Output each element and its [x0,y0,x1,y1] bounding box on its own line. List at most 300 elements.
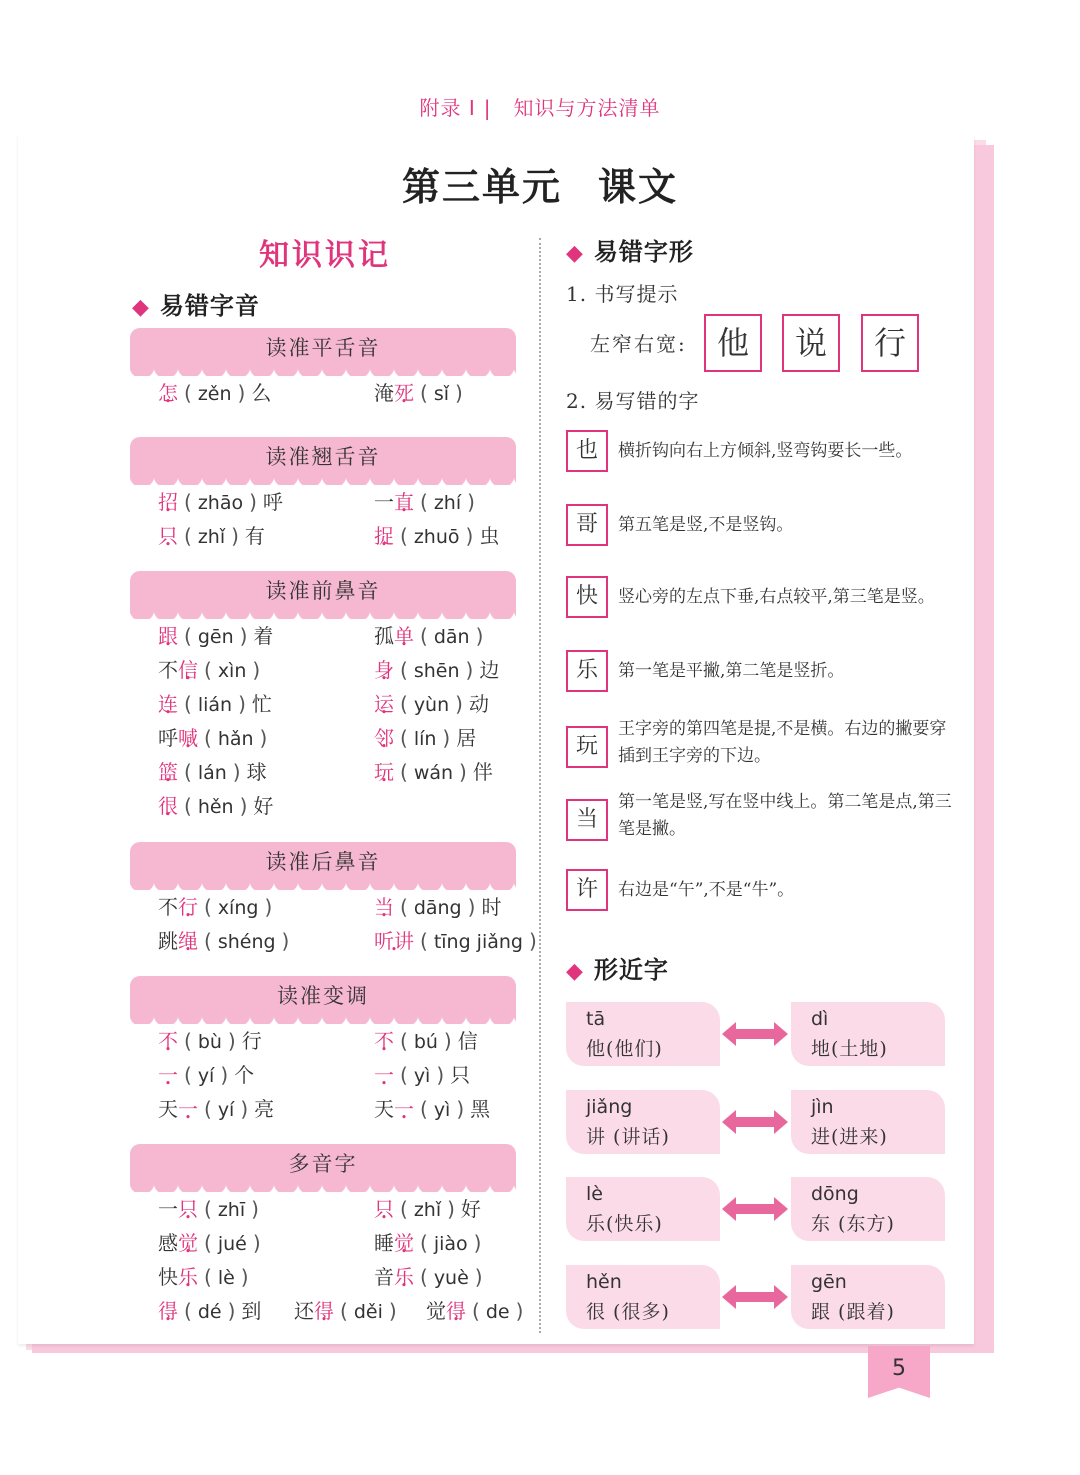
entry-suffix: 边 [479,658,500,682]
pinyin-entry [374,1024,478,1059]
card-word: 进(进来) [811,1126,888,1148]
pronunciation-row [158,1260,538,1294]
entry-target-char: 得 [446,1299,466,1323]
unit-title-part2: 课文 [598,164,679,209]
error-chars-subtitle: 2. 易写错的字 [566,389,700,413]
pronunciation-row [158,1092,538,1126]
card-pinyin: tā [586,1008,606,1030]
entry-pinyin: děi [353,1301,383,1323]
entry-target-char: 只 [158,524,178,548]
entry-suffix: 伴 [472,760,493,784]
entry-target-char: 怎 [158,381,178,405]
section-glyph [566,232,694,267]
entry-target-char: 一 [178,1097,198,1121]
open-paren: ( [184,692,192,716]
similar-pair [566,1002,956,1066]
pronunciation-list [158,619,538,823]
pinyin-entry [158,376,271,411]
open-paren: ( [400,1063,408,1087]
double-arrow-icon [722,1110,788,1134]
open-paren: ( [420,929,428,953]
section-similar [566,950,669,985]
entry-pinyin: yì [433,1099,451,1121]
pinyin-entry [158,1058,254,1093]
pronunciation-row [158,924,538,958]
entry-suffix: 动 [468,692,489,716]
close-paren: ) [237,381,246,405]
tip-char-box: 他 [704,314,762,372]
error-char-note: 竖心旁的左点下垂,右点较平,第三笔是竖。 [618,587,935,607]
pinyin-entry [158,485,283,520]
pinyin-entry [158,755,267,790]
open-paren: ( [204,1197,212,1221]
similar-card-right [791,1090,945,1154]
entry-target-char: 乐 [394,1265,414,1289]
open-paren: ( [184,1299,192,1323]
entry-target-char: 不 [374,1029,394,1053]
entry-target-char: 篮 [158,760,178,784]
pronunciation-list [158,376,538,410]
pinyin-entry [374,619,489,654]
section-pronunciation [132,286,260,321]
entry-prefix: 呼 [158,726,178,750]
open-paren: ( [184,381,192,405]
card-pinyin: jiǎng [586,1096,633,1118]
entry-pinyin: gēn [197,626,234,648]
pronunciation-row [158,485,538,519]
entry-target-char: 绳 [178,929,198,953]
entry-target-char: 一 [374,1063,394,1087]
card-word: 跟 (跟着) [811,1301,895,1323]
pinyin-entry [374,924,543,959]
diamond-icon: ◆ [132,294,150,320]
card-word: 讲 (讲话) [586,1126,670,1148]
error-char-box: 快 [566,576,608,618]
entry-pinyin: lán [197,762,227,784]
close-paren: ) [455,692,463,716]
entry-prefix: 睡 [374,1231,394,1255]
close-paren: ) [436,1063,445,1087]
card-word: 乐(快乐) [586,1213,663,1235]
entry-pinyin: xìn [217,660,247,682]
pinyin-entry [158,721,273,756]
error-char-box: 许 [566,869,608,911]
pinyin-entry [158,1294,261,1329]
pinyin-entry [158,1092,274,1127]
entry-suffix: 信 [457,1029,478,1053]
similar-card-left [566,1265,720,1329]
entry-suffix: 着 [253,624,274,648]
similar-pair [566,1177,956,1241]
open-paren: ( [184,490,192,514]
open-paren: ( [420,1265,428,1289]
entry-prefix: 跳 [158,929,178,953]
entry-prefix: 天 [158,1097,178,1121]
close-paren: ) [447,1197,455,1221]
similar-card-right [791,1002,945,1066]
error-char-note: 第一笔是竖,写在竖中线上。第二笔是点,第三笔是撇。 [618,792,952,839]
pronunciation-row [158,1294,538,1328]
open-paren: ( [420,381,428,405]
close-paren: ) [240,1265,249,1289]
entry-pinyin: yí [197,1065,215,1087]
close-paren: ) [465,658,474,682]
close-paren: ) [259,726,268,750]
entry-target-char: 运 [374,692,394,716]
open-paren: ( [400,1029,408,1053]
entry-pinyin: zhǐ [413,1199,442,1221]
entry-suffix: 亮 [254,1097,275,1121]
pronunciation-row [158,687,538,721]
pronunciation-row [158,721,538,755]
open-paren: ( [400,760,408,784]
entry-pinyin: tīng jiǎng [433,931,523,953]
pinyin-entry [374,1058,470,1093]
open-paren: ( [204,658,212,682]
close-paren: ) [264,895,273,919]
card-word: 东 (东方) [811,1213,895,1235]
pronunciation-row [158,755,538,789]
close-paren: ) [475,624,484,648]
pinyin-entry [158,1260,255,1295]
open-paren: ( [400,524,408,548]
pinyin-entry [158,653,266,688]
pinyin-entry [374,653,499,688]
open-paren: ( [204,1231,212,1255]
pinyin-entry [158,890,278,925]
open-paren: ( [400,1197,408,1221]
entry-target-char: 死 [394,381,414,405]
similar-card-left [566,1090,720,1154]
open-paren: ( [420,490,428,514]
entry-target-char: 单 [394,624,414,648]
entry-prefix: 音 [374,1265,394,1289]
pronunciation-row [158,789,538,823]
pinyin-entry [374,1226,487,1261]
entry-target-char: 只 [374,1197,394,1221]
entry-pinyin: lián [197,694,233,716]
entry-target-char: 不 [158,1029,178,1053]
entry-suffix: 呼 [262,490,283,514]
entry-target-char: 捉 [374,524,394,548]
error-char-note: 右边是“午”,不是“牛”。 [618,880,795,900]
diamond-icon: ◆ [566,240,584,266]
unit-title-part1: 第三单元 [401,164,562,209]
entry-suffix: 好 [460,1197,481,1221]
similar-pair [566,1090,956,1154]
pronunciation-row [158,1226,538,1260]
similar-card-left [566,1002,720,1066]
entry-suffix: 居 [456,726,477,750]
pinyin-entry [158,924,295,959]
entry-suffix: 忙 [251,692,272,716]
pinyin-entry [158,789,273,824]
writing-tips-subtitle: 1. 书写提示 [566,282,679,306]
close-paren: ) [252,1231,261,1255]
entry-target-char: 一 [394,1097,414,1121]
close-paren: ) [232,760,241,784]
entry-pinyin: zhī [217,1199,246,1221]
entry-target-char: 只 [178,1197,198,1221]
entry-target-char: 招 [158,490,178,514]
entry-pinyin: bú [413,1031,438,1053]
pronunciation-banner: 读准变调 [130,976,516,1016]
entry-target-char: 一 [158,1063,178,1087]
close-paren: ) [231,524,239,548]
pinyin-entry [426,1294,529,1329]
open-paren: ( [184,524,192,548]
error-char-note: 第一笔是平撇,第二笔是竖折。 [618,661,845,681]
pronunciation-banner: 读准前鼻音 [130,571,516,611]
entry-target-char: 当 [374,895,394,919]
pinyin-entry [158,1192,265,1227]
diamond-icon: ◆ [566,958,584,984]
error-char-box: 也 [566,430,608,472]
entry-pinyin: zhuō [413,526,460,548]
similar-card-right [791,1177,945,1241]
pronunciation-row [158,653,538,687]
entry-target-char: 觉 [394,1231,414,1255]
header-title: 知识与方法清单 [513,96,661,120]
error-char-box: 当 [566,799,608,841]
close-paren: ) [239,794,248,818]
card-pinyin: dì [811,1008,829,1030]
entry-pinyin: hǎn [217,728,254,750]
entry-target-char: 玩 [374,760,394,784]
entry-pinyin: sǐ [433,383,449,405]
entry-target-char: 得 [314,1299,334,1323]
pinyin-entry [374,485,481,520]
entry-pinyin: de [485,1301,510,1323]
error-char-note: 横折钩向右上方倾斜,竖弯钩要长一些。 [618,441,913,461]
entry-target-char: 连 [158,692,178,716]
knowledge-heading: 知识识记 [259,238,391,273]
entry-pinyin: wán [413,762,454,784]
entry-pinyin: zhāo [197,492,244,514]
double-arrow-icon [722,1285,788,1309]
entry-target-char: 直 [394,490,414,514]
card-word: 他(他们) [586,1038,663,1060]
card-word: 很 (很多) [586,1301,670,1323]
card-word: 地(土地) [811,1038,888,1060]
entry-suffix: 虫 [479,524,500,548]
close-paren: ) [249,490,257,514]
entry-prefix: 天 [374,1097,394,1121]
entry-pinyin: hěn [197,796,234,818]
pronunciation-row [158,376,538,410]
close-paren: ) [515,1299,524,1323]
pinyin-entry [374,755,493,790]
entry-suffix: 么 [251,381,272,405]
appendix-label: 附录 I [419,96,476,120]
entry-target-char: 得 [158,1299,178,1323]
pronunciation-banner: 读准翘舌音 [130,437,516,477]
error-char-box: 乐 [566,650,608,692]
pronunciation-row [158,519,538,553]
entry-pinyin: yuè [433,1267,469,1289]
similar-card-left [566,1177,720,1241]
entry-pinyin: dé [197,1301,222,1323]
entry-suffix: 到 [241,1299,262,1323]
open-paren: ( [420,624,428,648]
entry-pinyin: lè [217,1267,235,1289]
entry-suffix: 球 [246,760,267,784]
entry-prefix: 觉 [426,1299,446,1323]
pinyin-entry [374,687,489,722]
pinyin-entry [374,1260,489,1295]
section-similar-label: 形近字 [593,955,669,984]
close-paren: ) [455,381,463,405]
close-paren: ) [252,658,261,682]
tip-char-box: 说 [782,314,840,372]
entry-pinyin: zěn [197,383,232,405]
error-char-note: 王字旁的第四笔是提,不是横。右边的撇要穿插到王字旁的下边。 [618,719,947,766]
section-pronunciation-label: 易错字音 [159,291,260,320]
entry-pinyin: bù [197,1031,222,1053]
entry-target-char: 很 [158,794,178,818]
pinyin-entry [294,1294,403,1329]
close-paren: ) [459,760,467,784]
page-number: 5 [892,1356,906,1381]
open-paren: ( [472,1299,480,1323]
entry-suffix: 有 [244,524,265,548]
close-paren: ) [281,929,290,953]
open-paren: ( [184,1029,192,1053]
open-paren: ( [184,1063,192,1087]
error-char-box: 哥 [566,504,608,546]
entry-target-char: 身 [374,658,394,682]
tip-char-box: 行 [861,314,919,372]
pronunciation-banner: 读准平舌音 [130,328,516,368]
card-pinyin: gēn [811,1271,847,1293]
entry-suffix: 只 [450,1063,471,1087]
column-divider [539,238,541,1333]
entry-pinyin: yí [217,1099,235,1121]
pronunciation-row [158,1058,538,1092]
entry-prefix: 不 [158,895,178,919]
close-paren: ) [220,1063,229,1087]
double-arrow-icon [722,1022,788,1046]
pronunciation-row [158,619,538,653]
entry-pinyin: lín [413,728,437,750]
entry-pinyin: xíng [217,897,259,919]
entry-pinyin: zhí [433,492,462,514]
entry-prefix: 一 [158,1197,178,1221]
similar-card-right [791,1265,945,1329]
pronunciation-list [158,1192,538,1328]
section-glyph-label: 易错字形 [593,237,694,266]
entry-pinyin: shēn [413,660,460,682]
close-paren: ) [473,1231,482,1255]
entry-target-char: 乐 [178,1265,198,1289]
entry-suffix: 个 [234,1063,255,1087]
close-paren: ) [238,692,246,716]
pinyin-entry [374,890,501,925]
pinyin-entry [158,1024,262,1059]
pinyin-entry [158,1226,267,1261]
close-paren: ) [456,1097,465,1121]
entry-target-char: 邻 [374,726,394,750]
entry-prefix: 感 [158,1231,178,1255]
open-paren: ( [204,726,212,750]
open-paren: ( [400,726,408,750]
pinyin-entry [374,376,469,411]
entry-suffix: 黑 [470,1097,491,1121]
pronunciation-list [158,485,538,553]
close-paren: ) [239,624,248,648]
pronunciation-banner: 多音字 [130,1144,516,1184]
open-paren: ( [400,692,408,716]
entry-prefix: 一 [374,490,394,514]
open-paren: ( [400,895,408,919]
pinyin-entry [374,1092,490,1127]
close-paren: ) [467,490,475,514]
entry-prefix: 淹 [374,381,394,405]
pronunciation-row [158,890,538,924]
close-paren: ) [443,1029,452,1053]
entry-suffix: 好 [253,794,274,818]
pronunciation-list [158,1024,538,1126]
pronunciation-list [158,890,538,958]
entry-target-char: 喊 [178,726,198,750]
entry-suffix: 时 [481,895,502,919]
pinyin-entry [158,687,272,722]
pronunciation-banner: 读准后鼻音 [130,842,516,882]
close-paren: ) [465,524,474,548]
pinyin-entry [158,619,273,654]
page-header: 附录 I | 知识与方法清单 [419,96,661,120]
entry-target-char: 信 [178,658,198,682]
double-arrow-icon [722,1197,788,1221]
entry-pinyin: yì [413,1065,431,1087]
card-pinyin: hěn [586,1271,622,1293]
entry-target-char: 跟 [158,624,178,648]
pinyin-entry [374,1192,481,1227]
card-pinyin: dōng [811,1183,859,1205]
open-paren: ( [184,624,192,648]
entry-target-char: 觉 [178,1231,198,1255]
entry-pinyin: jué [217,1233,247,1255]
entry-target-char: 行 [178,895,198,919]
entry-pinyin: zhǐ [197,526,226,548]
close-paren: ) [251,1197,259,1221]
pinyin-entry [374,519,499,554]
entry-pinyin: shéng [217,931,276,953]
entry-prefix: 快 [158,1265,178,1289]
tip-label: 左窄右宽: [590,332,687,356]
entry-prefix: 不 [158,658,178,682]
open-paren: ( [420,1231,428,1255]
pronunciation-row [158,1024,538,1058]
error-char-note: 第五笔是竖,不是竖钩。 [618,515,794,535]
entry-target-char: 听讲 [374,929,414,953]
close-paren: ) [467,895,476,919]
entry-prefix: 还 [294,1299,314,1323]
open-paren: ( [340,1299,348,1323]
entry-pinyin: dāng [413,897,462,919]
entry-suffix: 行 [241,1029,262,1053]
entry-pinyin: jiào [433,1233,468,1255]
pronunciation-row [158,1192,538,1226]
close-paren: ) [442,726,451,750]
close-paren: ) [227,1299,236,1323]
close-paren: ) [240,1097,249,1121]
close-paren: ) [474,1265,483,1289]
error-char-box: 玩 [566,726,608,768]
card-pinyin: lè [586,1183,603,1205]
card-pinyin: jìn [811,1096,834,1118]
close-paren: ) [529,929,537,953]
